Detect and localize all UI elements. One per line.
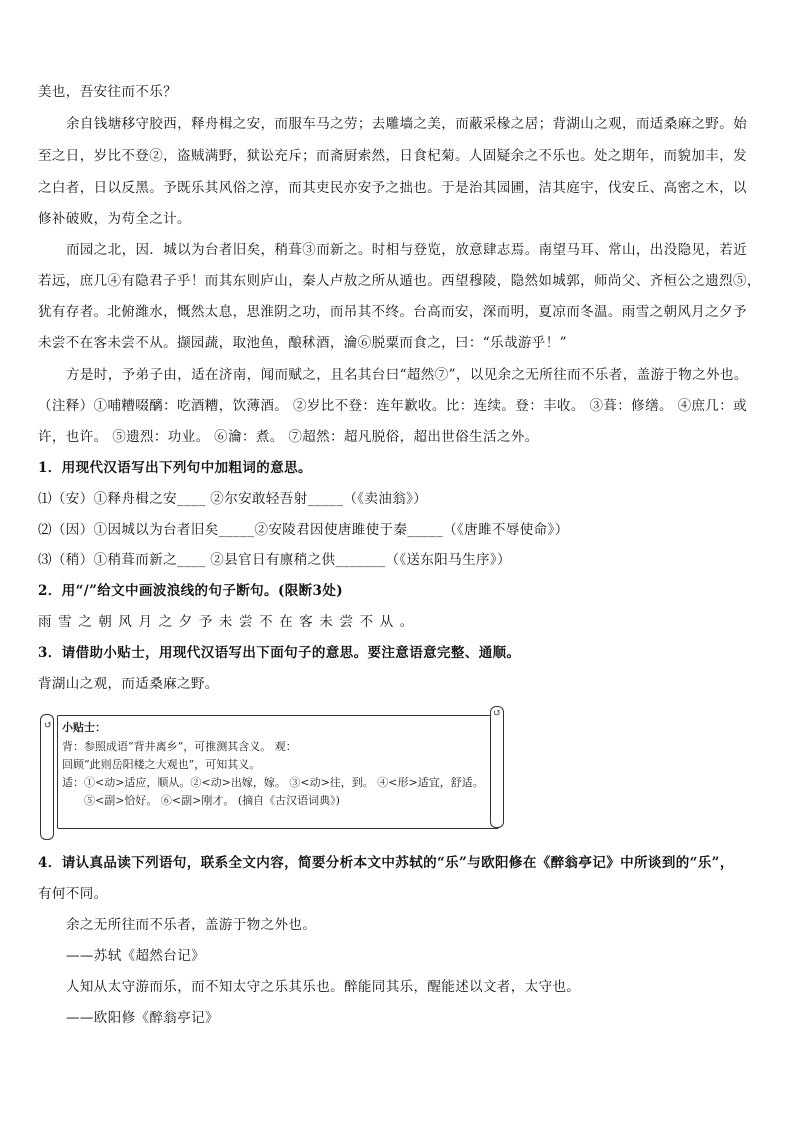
question-1a: ⑴（安）①释舟楫之安____ ②尔安敢轻吾射_____（《卖油翁》） — [38, 491, 428, 507]
tips-line: 回顾“此则岳阳楼之大观也”，可知其义。 — [62, 758, 261, 771]
tips-line: 背：参照成语“背井离乡”，可推测其含义。 观： — [62, 740, 297, 753]
question-1b: ⑵（因）①因城以为台者旧矣_____②安陵君因使唐雎使于秦_____（《唐雎不辱使命》） — [38, 522, 569, 538]
quote-2: 人知从太守游而乐，而不知太守之乐其乐也。醉能同其乐，醒能述以文者，太守也。 — [66, 979, 581, 995]
passage-line: 之白者，日以反黑。予既乐其风俗之淳，而其吏民亦安予之拙也。于是治其园圃，洁其庭宇，伐安丘、高密之木，以 — [38, 180, 747, 196]
quote-1: 余之无所往而不乐者，盖游于物之外也。 — [66, 917, 317, 933]
tips-title: 小贴士： — [62, 721, 106, 734]
passage-line: 而园之北，因．城以为台者旧矣，稍葺③而新之。时相与登览，放意肆志焉。南望马耳、常山，出没隐见，若近 — [66, 242, 748, 258]
scroll-curl-icon: ↺ — [493, 708, 502, 719]
passage-line: 美也，吾安往而不乐？ — [38, 84, 177, 100]
quote-2-source: ——欧阳修《醉翁亭记》 — [66, 1010, 219, 1026]
annotation-line: 许，也许。 ⑤遗烈：功业。 ⑥瀹：煮。 ⑦超然：超凡脱俗，超出世俗生活之外。 — [38, 429, 539, 445]
question-2: 2．用“/”给文中画波浪线的句子断句。(限断3处) — [38, 583, 344, 599]
tips-line: 适：①<动>适应，顺从。②<动>出嫁，嫁。 ③<动>往，到。 ④<形>适宜，舒适。 — [62, 776, 484, 789]
passage-line: 修补破败，为苟全之计。 — [38, 211, 191, 227]
question-2-sentence: 雨雪之朝风月之夕予未尝不在客未尝不从。 — [38, 614, 420, 630]
passage-line: 至之日，岁比不登②，盗贼满野，狱讼充斥；而斋厨索然，日食杞菊。人固疑余之不乐也。处之期年，而貌加丰，发 — [38, 148, 747, 164]
question-1c: ⑶（稍）①稍葺而新之____ ②县官日有廪稍之供_______（《送东阳马生序》） — [38, 552, 511, 568]
question-1: 1．用现代汉语写出下列句中加粗词的意思。 — [38, 460, 312, 476]
question-3-sentence: 背湖山之观，而适桑麻之野。 — [38, 676, 219, 692]
scroll-left-roll — [40, 714, 54, 840]
quote-1-source: ——苏轼《超然台记》 — [66, 948, 205, 964]
tips-scroll-box — [40, 706, 500, 836]
passage-line: 方是时，予弟子由，适在济南，闻而赋之，且名其台曰“超然⑦”，以见余之无所往而不乐者，盖游于物之外也。 — [66, 367, 748, 383]
scroll-curl-icon: ↺ — [44, 720, 53, 731]
tips-line: ⑤<副>恰好。 ⑥<副>刚才。 (摘自《古汉语词典》) — [84, 794, 340, 807]
annotation-line: （注释）①哺糟啜醨：吃酒糟，饮薄酒。 ②岁比不登：连年歉收。比：连续。登：丰收。 ③葺：修缮。 ④庶几：或 — [38, 398, 748, 414]
scroll-right-roll — [490, 706, 504, 828]
question-3: 3．请借助小贴士，用现代汉语写出下面句子的意思。要注意语意完整、通顺。 — [38, 645, 521, 661]
passage-line: 未尝不在客未尝不从。撷园蔬，取池鱼，酿秫酒，瀹⑥脱粟而食之，曰：“乐哉游乎！” — [38, 335, 567, 351]
passage-line: 犹有存者。北俯潍水，慨然太息，思淮阴之功，而吊其不终。台高而安，深而明，夏凉而冬温。雨雪之朝风月之夕予 — [38, 304, 747, 320]
passage-line: 若远，庶几④有隐君子乎！而其东则庐山，秦人卢敖之所从遁也。西望穆陵，隐然如城郭，师尚父、齐桓公之遗烈⑤， — [38, 273, 761, 289]
question-4-cont: 有何不同。 — [38, 886, 108, 902]
passage-line: 余自钱塘移守胶西，释舟楫之安，而服车马之劳；去雕墙之美，而蔽采椽之居；背湖山之观，而适桑麻之野。始 — [66, 116, 748, 132]
question-4: 4．请认真品读下列语句，联系全文内容，简要分析本文中苏轼的“乐”与欧阳修在《醉翁亭记》中所谈到的“乐”， — [38, 855, 734, 871]
